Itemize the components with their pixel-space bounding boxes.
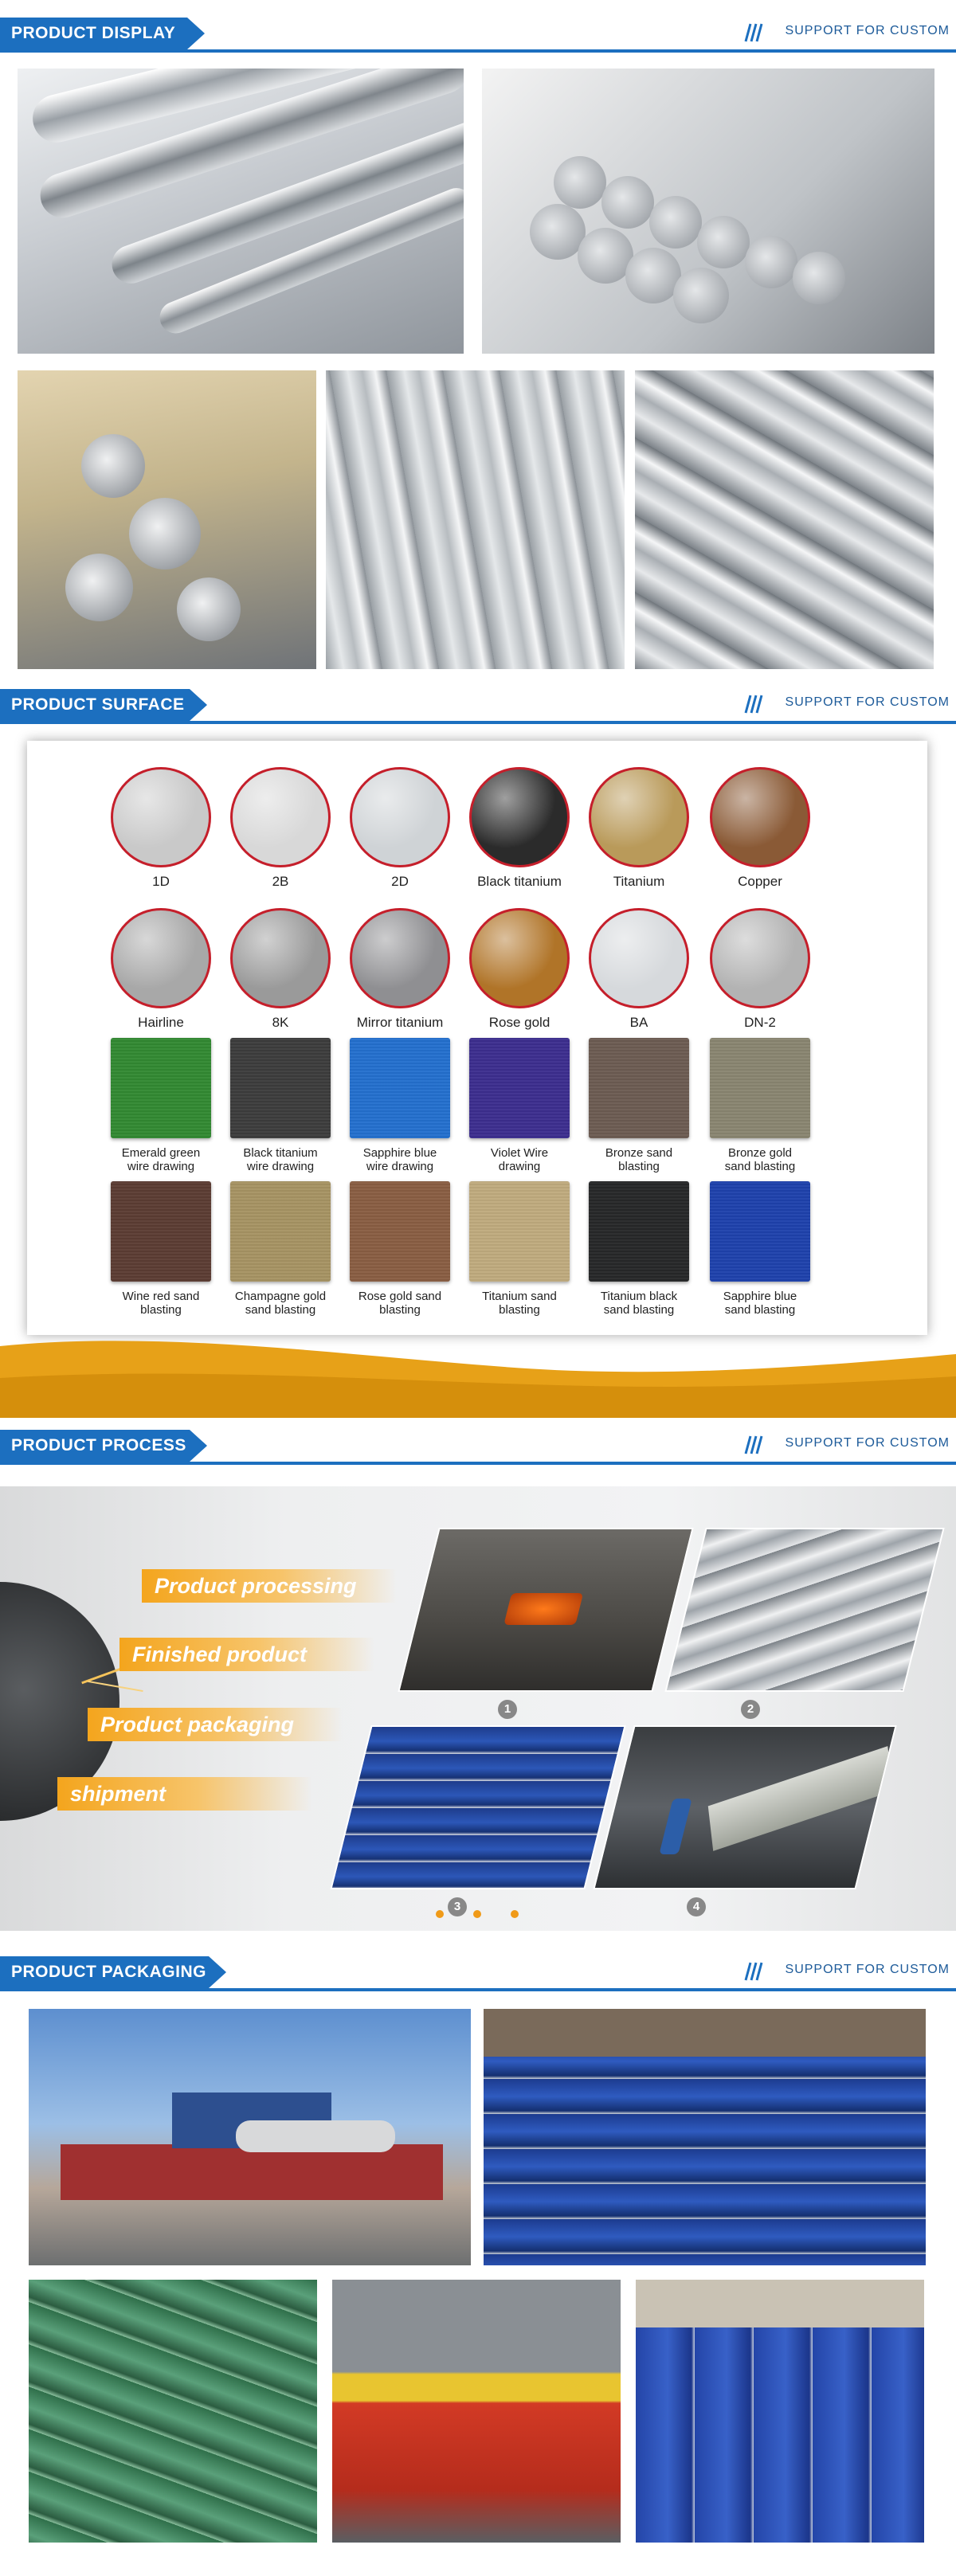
product-photo-round-bars: [18, 69, 464, 354]
swatch-sample: [230, 1038, 331, 1138]
swatch-label-line2: blasting: [140, 1303, 182, 1317]
swatch-sample: [111, 908, 211, 1008]
swatch-label-line1: Violet Wire: [490, 1146, 549, 1160]
swatch-label: Black titanium: [477, 874, 562, 889]
slashes-icon: [741, 1433, 765, 1457]
slashes-icon: [741, 692, 765, 716]
packaging-photo-red-bundles: [332, 2280, 621, 2543]
section-divider: [0, 1988, 956, 1991]
swatch-label: [579, 1146, 699, 1173]
swatch-label-line2: wire drawing: [127, 1160, 195, 1173]
swatch-label-line2: sand blasting: [245, 1303, 316, 1317]
swatch-sample: [710, 767, 810, 867]
swatch-label-line2: sand blasting: [724, 1160, 796, 1173]
surface-swatch-circle: [344, 767, 456, 889]
packaging-photo-truck: [29, 2009, 471, 2265]
swatch-sample: [589, 1181, 689, 1282]
carousel-dot[interactable]: [473, 1910, 481, 1918]
swatch-label: [221, 1290, 340, 1317]
swatch-sample: [350, 767, 450, 867]
surface-swatch-circle: [704, 767, 816, 889]
swatch-sample: [350, 908, 450, 1008]
swatch-label: [579, 1290, 699, 1317]
swatch-label-line2: blasting: [499, 1303, 540, 1317]
surface-swatch-square: [579, 1038, 699, 1173]
swatch-label-line1: Bronze gold: [727, 1146, 793, 1160]
swatch-label: 8K: [272, 1015, 289, 1030]
step-product-processing: Product processing: [142, 1569, 397, 1603]
swatch-label: 1D: [152, 874, 170, 889]
surface-swatch-square: [221, 1038, 340, 1173]
section-divider: [0, 49, 956, 53]
section-header-display: [0, 18, 956, 54]
swatch-label-line1: Titanium sand: [482, 1290, 557, 1303]
surface-swatch-square: [221, 1181, 340, 1317]
gold-wave-decoration: [0, 1322, 956, 1418]
surface-swatch-circle: [583, 767, 695, 889]
surface-swatch-circle: [225, 767, 336, 889]
section-title: PRODUCT SURFACE: [0, 689, 190, 721]
step-product-packaging: Product packaging: [88, 1708, 343, 1741]
swatch-label: [700, 1290, 820, 1317]
swatch-label: 2B: [272, 874, 289, 889]
step-badge-3: 3: [448, 1897, 467, 1916]
swatch-label: [101, 1146, 221, 1173]
swatch-label: DN-2: [744, 1015, 776, 1030]
process-photo-forging: [398, 1528, 693, 1692]
packaging-photo-warehouse: [484, 2009, 926, 2265]
swatch-label-line2: wire drawing: [366, 1160, 434, 1173]
swatch-sample: [350, 1038, 450, 1138]
surface-swatch-circle: [704, 908, 816, 1030]
swatch-label-line2: drawing: [498, 1160, 541, 1173]
product-photo-hex-bars: [635, 370, 934, 669]
surface-swatch-square: [460, 1038, 579, 1173]
product-photo-warehouse-bars: [18, 370, 316, 669]
step-finished-product: Finished product: [120, 1638, 374, 1671]
surface-swatch-circle: [583, 908, 695, 1030]
surface-swatch-circle: [344, 908, 456, 1030]
swatch-sample: [710, 1038, 810, 1138]
swatch-sample: [589, 1038, 689, 1138]
swatch-label-line2: blasting: [379, 1303, 421, 1317]
swatch-sample: [589, 908, 689, 1008]
swatch-label: Hairline: [138, 1015, 184, 1030]
swatch-label: [101, 1290, 221, 1317]
swatch-label: BA: [629, 1015, 648, 1030]
process-banner: [0, 1486, 956, 1931]
surface-swatch-circle: [225, 908, 336, 1030]
surface-swatch-square: [101, 1181, 221, 1317]
surface-swatch-circle: [464, 908, 575, 1030]
swatch-sample: [589, 767, 689, 867]
swatch-label-line1: Titanium black: [600, 1290, 678, 1303]
swatch-label-line1: Black titanium: [243, 1146, 318, 1160]
section-header-process: [0, 1430, 956, 1466]
section-divider: [0, 1462, 956, 1465]
surface-swatch-square: [700, 1181, 820, 1317]
swatch-sample: [111, 1181, 211, 1282]
product-photo-square-bars: [326, 370, 625, 669]
swatch-sample: [469, 1038, 570, 1138]
swatch-sample: [469, 908, 570, 1008]
swatch-label-line1: Wine red sand: [122, 1290, 200, 1303]
swatch-label: [340, 1146, 460, 1173]
step-badge-4: 4: [687, 1897, 706, 1916]
swatch-label-line1: Sapphire blue: [723, 1290, 797, 1303]
swatch-label: [221, 1146, 340, 1173]
swatch-label: Copper: [738, 874, 782, 889]
packaging-photo-blue-wrapped: [636, 2280, 924, 2543]
swatch-sample: [230, 1181, 331, 1282]
process-photo-packaging: [330, 1725, 625, 1889]
section-header-surface: [0, 689, 956, 726]
slashes-icon: [741, 21, 765, 45]
swatch-label-line1: Sapphire blue: [362, 1146, 437, 1160]
swatch-sample: [230, 767, 331, 867]
swatch-label: [340, 1290, 460, 1317]
surface-swatch-square: [460, 1181, 579, 1317]
process-photo-finished-bars: [664, 1528, 944, 1692]
swatch-label: [460, 1146, 579, 1173]
swatch-label: 2D: [391, 874, 409, 889]
swatch-label-line1: Emerald green: [121, 1146, 201, 1160]
packaging-photo-green-bundles: [29, 2280, 317, 2543]
surface-swatch-circle: [464, 767, 575, 889]
swatch-sample: [111, 767, 211, 867]
swatch-label-line2: wire drawing: [246, 1160, 315, 1173]
section-title: PRODUCT DISPLAY: [0, 18, 187, 49]
swatch-label-line2: sand blasting: [724, 1303, 796, 1317]
surface-swatch-circle: [105, 767, 217, 889]
swatch-sample: [469, 1181, 570, 1282]
section-title: PRODUCT PACKAGING: [0, 1956, 209, 1988]
step-badge-1: 1: [498, 1700, 517, 1719]
step-shipment: shipment: [57, 1777, 312, 1811]
swatch-label: [700, 1146, 820, 1173]
swatch-label-line2: sand blasting: [603, 1303, 675, 1317]
swatch-label: Rose gold: [488, 1015, 550, 1030]
support-for-custom: SUPPORT FOR CUSTOM: [785, 1436, 950, 1450]
surface-swatch-square: [700, 1038, 820, 1173]
section-divider: [0, 721, 956, 724]
surface-swatch-circle: [105, 908, 217, 1030]
surface-swatch-square: [340, 1181, 460, 1317]
swatch-label-line1: Champagne gold: [234, 1290, 327, 1303]
support-for-custom: SUPPORT FOR CUSTOM: [785, 695, 950, 709]
swatch-sample: [710, 908, 810, 1008]
process-photo-shipment: [593, 1725, 896, 1889]
step-badge-2: 2: [741, 1700, 760, 1719]
surface-swatch-square: [579, 1181, 699, 1317]
support-for-custom: SUPPORT FOR CUSTOM: [785, 1963, 950, 1976]
support-for-custom: SUPPORT FOR CUSTOM: [785, 24, 950, 37]
swatch-label: [460, 1290, 579, 1317]
swatch-sample: [111, 1038, 211, 1138]
swatch-sample: [710, 1181, 810, 1282]
swatch-sample: [350, 1181, 450, 1282]
surface-swatch-square: [340, 1038, 460, 1173]
surface-swatch-square: [101, 1038, 221, 1173]
slashes-icon: [741, 1959, 765, 1983]
swatch-label-line1: Rose gold sand: [358, 1290, 442, 1303]
swatch-label-line1: Bronze sand: [605, 1146, 673, 1160]
carousel-dot[interactable]: [511, 1910, 519, 1918]
product-photo-bar-ends: [482, 69, 934, 354]
section-header-packaging: [0, 1956, 956, 1993]
swatch-label-line2: blasting: [618, 1160, 660, 1173]
swatch-label: Titanium: [613, 874, 665, 889]
swatch-sample: [469, 767, 570, 867]
swatch-sample: [230, 908, 331, 1008]
swatch-label: Mirror titanium: [356, 1015, 444, 1030]
section-title: PRODUCT PROCESS: [0, 1430, 190, 1462]
carousel-dot[interactable]: [436, 1910, 444, 1918]
